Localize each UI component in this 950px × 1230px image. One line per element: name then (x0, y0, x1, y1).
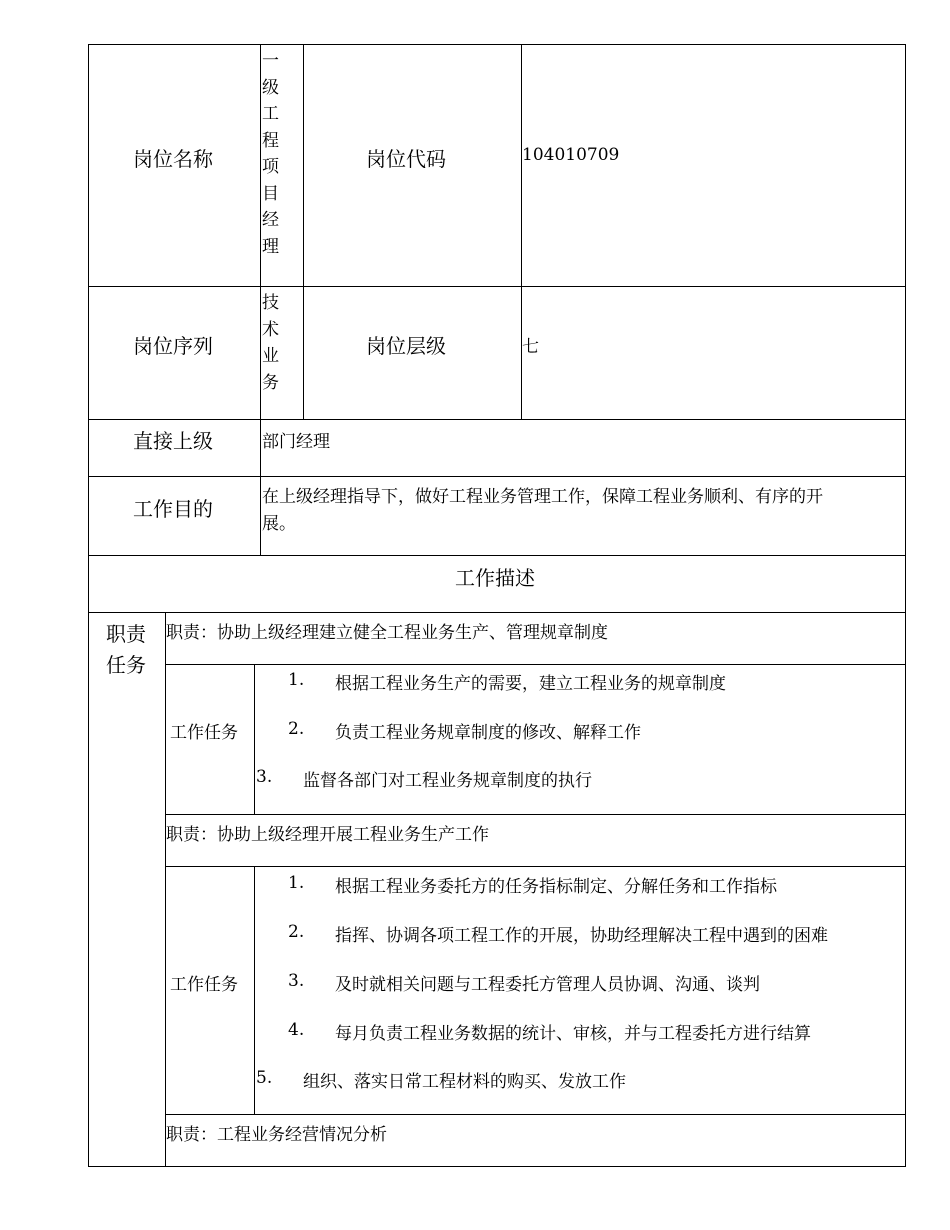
row-divider (165, 866, 906, 867)
row-divider (88, 476, 906, 477)
row-divider (88, 419, 906, 420)
task-number: 2. (288, 719, 305, 739)
col-divider (303, 44, 304, 420)
row-divider (165, 664, 906, 665)
section-title: 工作描述 (455, 566, 535, 590)
job-description-table (88, 44, 906, 1167)
task-text: 每月负责工程业务数据的统计、审核，并与工程委托方进行结算 (335, 1024, 811, 1044)
task-label-1: 工作任务 (170, 723, 238, 743)
post-name-label: 岗位名称 (133, 147, 213, 171)
row-divider (165, 814, 906, 815)
post-code-label: 岗位代码 (366, 147, 446, 171)
post-level-value: 七 (522, 337, 539, 357)
task-text: 及时就相关问题与工程委托方管理人员协调、沟通、谈判 (335, 975, 760, 995)
post-code-value: 104010709 (522, 145, 620, 165)
duty-3: 职责：工程业务经营情况分析 (166, 1125, 387, 1145)
row-divider (88, 286, 906, 287)
col-divider (254, 866, 255, 1115)
task-text: 负责工程业务规章制度的修改、解释工作 (335, 723, 641, 743)
row-divider (165, 1114, 906, 1115)
side-label-line-2: 任务 (106, 653, 146, 677)
task-number: 4. (288, 1020, 305, 1040)
col-divider (521, 44, 522, 420)
col-divider (254, 664, 255, 815)
superior-label: 直接上级 (133, 429, 213, 453)
post-sequence-label: 岗位序列 (133, 334, 213, 358)
task-number: 3. (256, 767, 273, 787)
post-level-label: 岗位层级 (366, 334, 446, 358)
task-number: 3. (288, 971, 305, 991)
side-label-line-1: 职责 (106, 622, 146, 646)
task-number: 1. (288, 670, 305, 690)
row-divider (88, 612, 906, 613)
task-text: 组织、落实日常工程材料的购买、发放工作 (303, 1072, 626, 1092)
purpose-line-1: 在上级经理指导下，做好工程业务管理工作，保障工程业务顺利、有序的开 (262, 487, 823, 507)
task-number: 1. (288, 873, 305, 893)
task-text: 监督各部门对工程业务规章制度的执行 (303, 771, 592, 791)
task-text: 根据工程业务生产的需要，建立工程业务的规章制度 (335, 674, 726, 694)
post-sequence-value: 技 术 业 务 (262, 293, 279, 393)
row-divider (88, 555, 906, 556)
duty-1: 职责：协助上级经理建立健全工程业务生产、管理规章制度 (166, 623, 608, 643)
purpose-line-2: 展。 (262, 514, 296, 534)
task-number: 2. (288, 922, 305, 942)
task-label-2: 工作任务 (170, 975, 238, 995)
task-number: 5. (256, 1068, 273, 1088)
purpose-label: 工作目的 (133, 497, 213, 521)
post-name-value: 一 级 工 程 项 目 经 理 (262, 51, 279, 257)
col-divider (165, 612, 166, 1167)
col-divider (260, 44, 261, 556)
task-text: 指挥、协调各项工程工作的开展，协助经理解决工程中遇到的困难 (335, 926, 828, 946)
duty-2: 职责：协助上级经理开展工程业务生产工作 (166, 825, 489, 845)
task-text: 根据工程业务委托方的任务指标制定、分解任务和工作指标 (335, 877, 777, 897)
superior-value: 部门经理 (262, 432, 330, 452)
